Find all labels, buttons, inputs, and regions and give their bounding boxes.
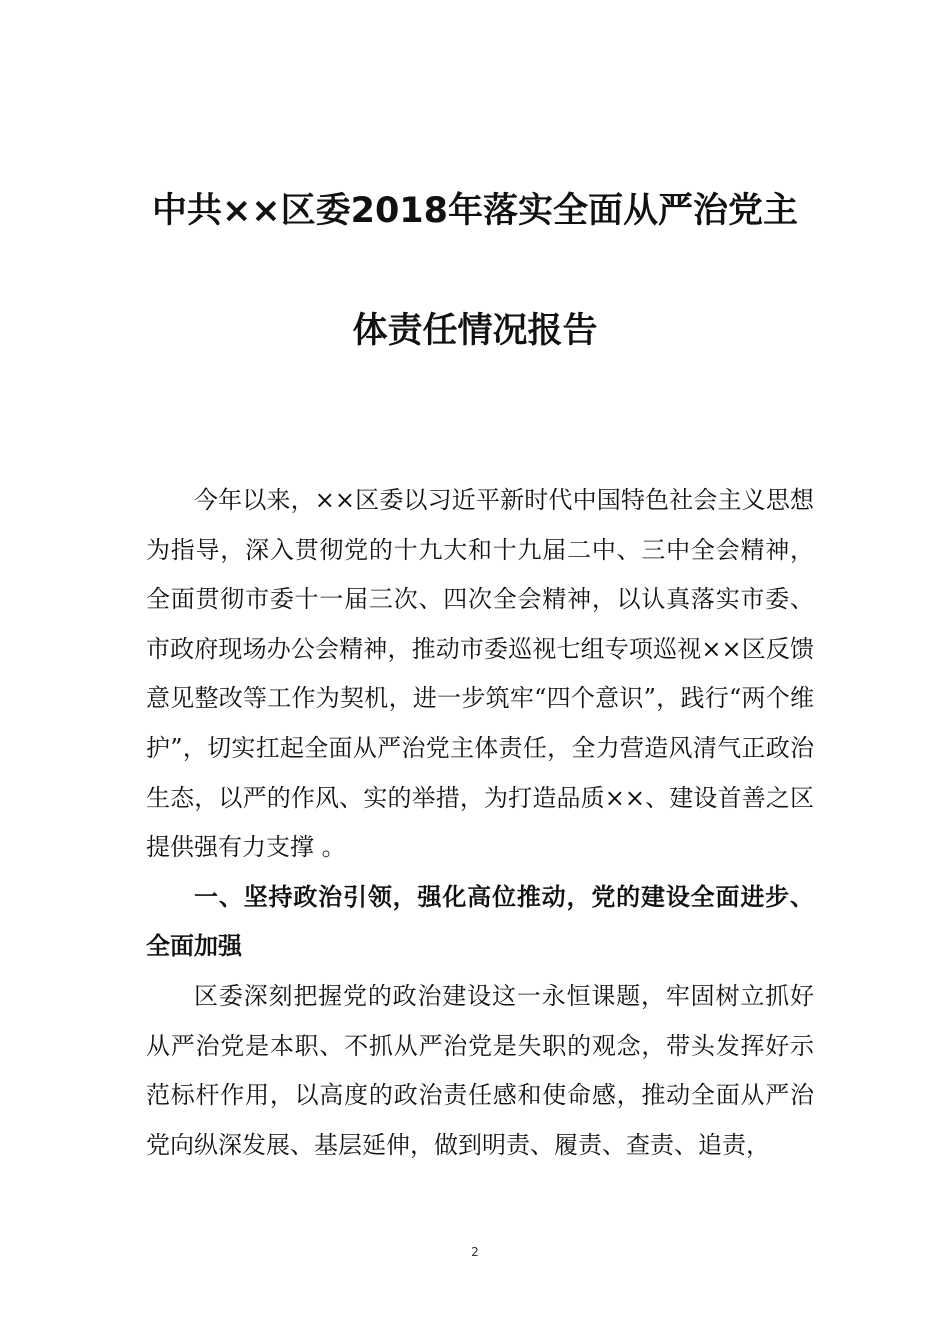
- document-body: [146, 476, 814, 1170]
- intro-paragraph: 今年以来，××区委以习近平新时代中国特色社会主义思想为指导，深入贯彻党的十九大和十九届二中、三中全会精神，全面贯彻市委十一届三次、四次全会精神，以认真落实市委、市政府现场办公会精神，推动市委巡视七组专项巡视××区反馈意见整改等工作为契机，进一步筑牢“四个意识”，践行“两个维护”，切实扛起全面从严治党主体责任，全力营造风清气正政治生态，以严的作风、实的举措，为打造品质××、建设首善之区提供强有力支撑 。: [146, 486, 814, 862]
- document-title-line-2: 体责任情况报告: [352, 311, 598, 351]
- section-heading: 一、坚持政治引领，强化高位推动，党的建设全面进步、全面加强: [146, 882, 814, 961]
- page-number: 2: [471, 1245, 479, 1259]
- document-title-line-1: 中共××区委2018年落实全面从严治党主: [151, 191, 799, 231]
- section-paragraph: 区委深刻把握党的政治建设这一永恒课题，牢固树立抓好从严治党是本职、不抓从严治党是失职的观念，带头发挥好示范标杆作用，以高度的政治责任感和使命感，推动全面从严治党向纵深发展、基层延伸，做到明责、履责、查责、追责，: [146, 981, 814, 1159]
